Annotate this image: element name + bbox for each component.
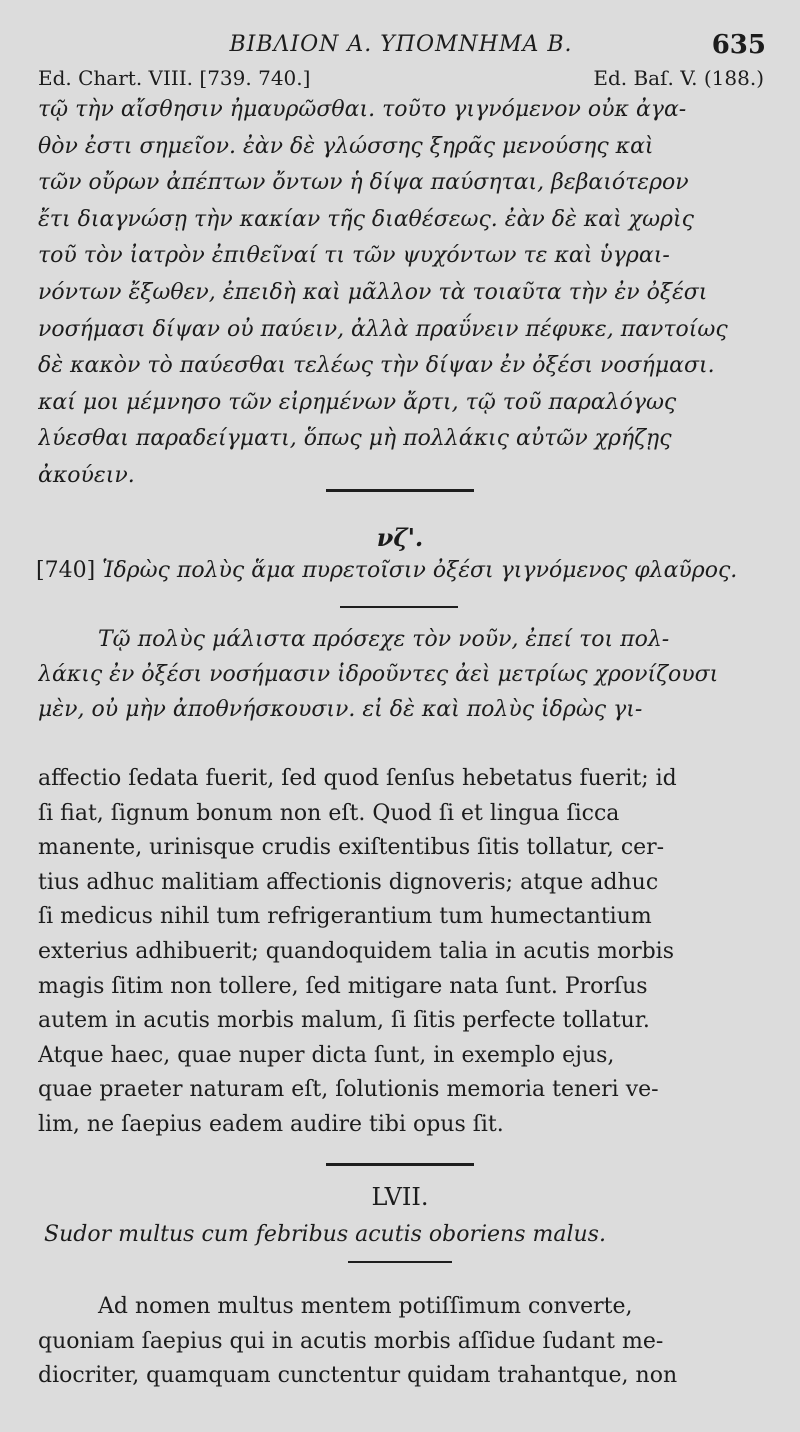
latin-aphorism: Sudor multus cum febribus acutis oboriens malus. [44, 1222, 606, 1247]
edition-page-ref: [740] [36, 558, 96, 583]
greek-commentary-line: μὲν, οὐ μὴν ἀποθνήσκουσιν. εἰ δὲ καὶ πολὺς ἱδρὼς γι- [38, 697, 643, 722]
greek-commentary-block [38, 622, 766, 727]
section-divider [326, 489, 474, 492]
aphorism-divider [340, 606, 458, 608]
greek-commentary-line: Τῷ πολὺς μάλιστα πρόσεχε τὸν νοῦν, ἐπεί τοι πολ- [98, 627, 670, 652]
latin-line: autem in acutis morbis malum, ſi ſitis perfecte tollatur. [38, 1008, 650, 1034]
latin-section-number: LVII. [371, 1183, 429, 1211]
greek-line: τοῦ τὸν ἰατρὸν ἐπιθεῖναί τι τῶν ψυχόντων τε καὶ ὑγραι- [38, 243, 670, 269]
latin-commentary-line: Ad nomen multus mentem potiſſimum converte, [98, 1294, 633, 1319]
latin-text-block [38, 762, 766, 1143]
latin-line: quae praeter naturam eſt, ſolutionis memoria teneri ve- [38, 1077, 659, 1103]
edition-basel: Ed. Baſ. V. (188.) [593, 66, 764, 90]
greek-aphorism [36, 558, 766, 598]
greek-line: νοσήμασι δίψαν οὐ παύειν, ἀλλὰ πραΰνειν πέφυκε, παντοίως [38, 316, 728, 342]
page-number: 635 [711, 30, 766, 60]
greek-line: ἀκούειν. [38, 462, 135, 488]
greek-line: νόντων ἔξωθεν, ἐπειδὴ καὶ μᾶλλον τὰ τοιαῦτα τὴν ἐν ὀξέσι [38, 279, 708, 305]
latin-line: magis ſitim non tollere, ſed mitigare nata ſunt. Prorſus [38, 973, 648, 999]
greek-line: δὲ κακὸν τὸ παύεσθαι τελέως τὴν δίψαν ἐν ὀξέσι νοσήμασι. [38, 353, 715, 379]
edition-chartier: Ed. Chart. VIII. [739. 740.] [38, 66, 311, 90]
latin-line: ſi fiat, ſignum bonum non eſt. Quod ſi et lingua ſicca [38, 800, 620, 826]
latin-line: lim, ne ſaepius eadem audire tibi opus ſit. [38, 1111, 504, 1137]
greek-section-number: νζ'. [376, 523, 424, 552]
edition-line [38, 66, 764, 92]
latin-aphorism-divider [348, 1261, 452, 1263]
latin-line: Atque haec, quae nuper dicta ſunt, in exemplo ejus, [38, 1042, 615, 1068]
latin-line: ſi medicus nihil tum refrigerantium tum humectantium [38, 904, 652, 930]
greek-line: τῶν οὔρων ἀπέπτων ὄντων ἡ δίψα παύσηται, βεβαιότερον [38, 170, 689, 196]
greek-line: θὸν ἐστι σημεῖον. ἐὰν δὲ γλώσσης ξηρᾶς μενούσης καὶ [38, 133, 654, 159]
greek-line: τῷ τὴν αἴσθησιν ἠμαυρῶσθαι. τοῦτο γιγνόμενον οὐκ ἀγα- [38, 97, 687, 122]
latin-line: exterius adhibuerit; quandoquidem talia in acutis morbis [38, 938, 675, 964]
greek-line: ἔτι διαγνώσῃ τὴν κακίαν τῆς διαθέσεως. ἐὰν δὲ καὶ χωρὶς [38, 206, 694, 232]
latin-section-divider [326, 1163, 474, 1166]
latin-line: tius adhuc malitiam affectionis dignoveris; atque adhuc [38, 869, 659, 895]
greek-commentary-line: λάκις ἐν ὀξέσι νοσήμασιν ἱδροῦντες ἀεὶ μετρίως χρονίζουσι [38, 662, 719, 687]
latin-commentary-block [38, 1290, 766, 1394]
running-title: ΒΙΒΛΙΟΝ Α. ΥΠΟΜΝΗΜΑ Β. [229, 32, 573, 57]
page-header [36, 30, 766, 60]
latin-line: affectio ſedata fuerit, ſed quod ſenſus hebetatus fuerit; id [38, 766, 677, 791]
latin-commentary-line: quoniam ſaepius qui in acutis morbis aſſidue ſudant me- [38, 1328, 664, 1354]
greek-aphorism-text: Ἱδρὼς πολὺς ἅμα πυρετοῖσιν ὀξέσι γιγνόμενος φλαῦρος. [102, 558, 738, 583]
latin-line: manente, urinisque crudis exiſtentibus ſitis tollatur, cer- [38, 835, 665, 861]
greek-line: καί μοι μέμνησο τῶν εἰρημένων ἄρτι, τῷ τοῦ παραλόγως [38, 389, 677, 415]
greek-line: λύεσθαι παραδείγματι, ὅπως μὴ πολλάκις αὐτῶν χρήζῃς [38, 426, 672, 452]
latin-commentary-line: diocriter, quamquam cunctentur quidam trahantque, non [38, 1363, 678, 1389]
greek-text-block [38, 92, 766, 495]
